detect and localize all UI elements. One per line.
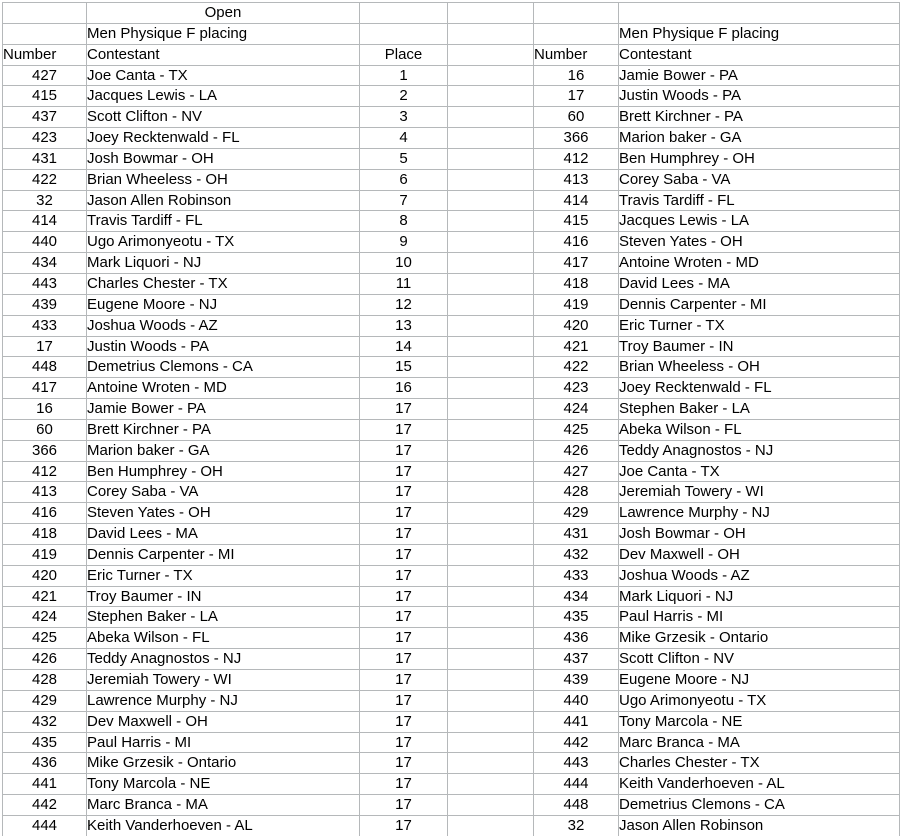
cell-right-number: 439: [534, 670, 619, 691]
table-row: [3, 607, 900, 628]
cell-left-place: 2: [360, 86, 448, 107]
cell-right-contestant: Antoine Wroten - MD: [619, 253, 900, 274]
cell-empty: [534, 3, 619, 24]
cell-right-contestant: Corey Saba - VA: [619, 169, 900, 190]
cell-right-contestant: Paul Harris - MI: [619, 607, 900, 628]
cell-left-contestant: Joey Recktenwald - FL: [87, 128, 360, 149]
cell-left-contestant: Abeka Wilson - FL: [87, 628, 360, 649]
cell-right-number: 16: [534, 65, 619, 86]
cell-left-contestant: Mark Liquori - NJ: [87, 253, 360, 274]
cell-left-place: 17: [360, 565, 448, 586]
table-row: [3, 815, 900, 836]
title-row: [3, 3, 900, 24]
cell-gap: [448, 357, 534, 378]
cell-gap: [448, 774, 534, 795]
cell-right-contestant: Ben Humphrey - OH: [619, 148, 900, 169]
table-row: [3, 86, 900, 107]
cell-right-number: 366: [534, 128, 619, 149]
cell-left-place: 17: [360, 503, 448, 524]
table-row: [3, 399, 900, 420]
cell-left-number: 426: [3, 649, 87, 670]
table-row: [3, 649, 900, 670]
table-row: [3, 586, 900, 607]
cell-left-contestant: Ugo Arimonyeotu - TX: [87, 232, 360, 253]
cell-right-number: 414: [534, 190, 619, 211]
cell-left-contestant: Stephen Baker - LA: [87, 607, 360, 628]
cell-right-number: 424: [534, 399, 619, 420]
cell-gap: [448, 586, 534, 607]
cell-left-place: 17: [360, 774, 448, 795]
cell-right-number: 448: [534, 795, 619, 816]
cell-left-number: 432: [3, 711, 87, 732]
cell-right-number: 436: [534, 628, 619, 649]
subtitle-row: [3, 23, 900, 44]
cell-left-contestant: Dev Maxwell - OH: [87, 711, 360, 732]
cell-left-number: 434: [3, 253, 87, 274]
cell-empty: [360, 23, 448, 44]
cell-right-number: 441: [534, 711, 619, 732]
cell-left-number: 433: [3, 315, 87, 336]
column-header-row: [3, 44, 900, 65]
right-table-subtitle: Men Physique F placing: [619, 23, 900, 44]
cell-left-contestant: Eugene Moore - NJ: [87, 294, 360, 315]
table-row: [3, 273, 900, 294]
cell-right-number: 419: [534, 294, 619, 315]
cell-left-contestant: Jamie Bower - PA: [87, 399, 360, 420]
cell-gap: [448, 461, 534, 482]
cell-right-contestant: Travis Tardiff - FL: [619, 190, 900, 211]
cell-left-contestant: Brian Wheeless - OH: [87, 169, 360, 190]
cell-gap: [448, 419, 534, 440]
table-row: [3, 107, 900, 128]
cell-right-contestant: Brian Wheeless - OH: [619, 357, 900, 378]
cell-left-contestant: Joe Canta - TX: [87, 65, 360, 86]
table-row: [3, 774, 900, 795]
table-row: [3, 253, 900, 274]
right-number-header: Number: [534, 44, 619, 65]
cell-right-number: 421: [534, 336, 619, 357]
table-row: [3, 65, 900, 86]
cell-left-contestant: Antoine Wroten - MD: [87, 378, 360, 399]
cell-right-contestant: Teddy Anagnostos - NJ: [619, 440, 900, 461]
cell-left-place: 17: [360, 690, 448, 711]
cell-left-number: 419: [3, 544, 87, 565]
table-row: [3, 169, 900, 190]
table-row: [3, 753, 900, 774]
cell-right-contestant: Abeka Wilson - FL: [619, 419, 900, 440]
cell-left-number: 425: [3, 628, 87, 649]
cell-right-number: 418: [534, 273, 619, 294]
cell-right-number: 433: [534, 565, 619, 586]
cell-right-number: 428: [534, 482, 619, 503]
cell-left-place: 17: [360, 628, 448, 649]
cell-right-number: 427: [534, 461, 619, 482]
cell-gap: [448, 128, 534, 149]
cell-right-contestant: Mark Liquori - NJ: [619, 586, 900, 607]
cell-left-place: 17: [360, 461, 448, 482]
cell-left-number: 412: [3, 461, 87, 482]
cell-right-contestant: Joe Canta - TX: [619, 461, 900, 482]
cell-right-number: 429: [534, 503, 619, 524]
cell-right-number: 17: [534, 86, 619, 107]
table-row: [3, 690, 900, 711]
cell-left-place: 10: [360, 253, 448, 274]
cell-gap: [448, 711, 534, 732]
cell-right-contestant: Justin Woods - PA: [619, 86, 900, 107]
cell-left-number: 436: [3, 753, 87, 774]
left-place-header: Place: [360, 44, 448, 65]
cell-left-place: 14: [360, 336, 448, 357]
cell-left-place: 4: [360, 128, 448, 149]
cell-left-number: 429: [3, 690, 87, 711]
left-table-subtitle: Men Physique F placing: [87, 23, 360, 44]
cell-left-number: 423: [3, 128, 87, 149]
cell-gap: [448, 336, 534, 357]
cell-left-contestant: Dennis Carpenter - MI: [87, 544, 360, 565]
cell-left-number: 17: [3, 336, 87, 357]
table-row: [3, 732, 900, 753]
cell-left-contestant: Teddy Anagnostos - NJ: [87, 649, 360, 670]
cell-left-number: 416: [3, 503, 87, 524]
cell-empty: [448, 44, 534, 65]
cell-right-contestant: Scott Clifton - NV: [619, 649, 900, 670]
cell-left-place: 11: [360, 273, 448, 294]
cell-left-contestant: Joshua Woods - AZ: [87, 315, 360, 336]
cell-left-number: 420: [3, 565, 87, 586]
cell-left-contestant: Charles Chester - TX: [87, 273, 360, 294]
cell-gap: [448, 65, 534, 86]
table-row: [3, 628, 900, 649]
cell-left-place: 13: [360, 315, 448, 336]
cell-right-contestant: Jacques Lewis - LA: [619, 211, 900, 232]
cell-left-place: 17: [360, 649, 448, 670]
cell-gap: [448, 253, 534, 274]
cell-right-number: 431: [534, 524, 619, 545]
cell-left-place: 12: [360, 294, 448, 315]
cell-right-contestant: Troy Baumer - IN: [619, 336, 900, 357]
cell-left-number: 422: [3, 169, 87, 190]
cell-left-place: 17: [360, 732, 448, 753]
cell-right-number: 426: [534, 440, 619, 461]
cell-left-contestant: David Lees - MA: [87, 524, 360, 545]
cell-gap: [448, 378, 534, 399]
cell-right-number: 437: [534, 649, 619, 670]
cell-left-number: 435: [3, 732, 87, 753]
table-row: [3, 294, 900, 315]
cell-gap: [448, 440, 534, 461]
cell-right-number: 416: [534, 232, 619, 253]
cell-left-contestant: Jason Allen Robinson: [87, 190, 360, 211]
cell-left-contestant: Marc Branca - MA: [87, 795, 360, 816]
cell-left-number: 415: [3, 86, 87, 107]
cell-left-contestant: Corey Saba - VA: [87, 482, 360, 503]
table-row: [3, 378, 900, 399]
cell-left-place: 8: [360, 211, 448, 232]
cell-right-contestant: Marion baker - GA: [619, 128, 900, 149]
cell-gap: [448, 649, 534, 670]
cell-left-contestant: Justin Woods - PA: [87, 336, 360, 357]
cell-right-number: 435: [534, 607, 619, 628]
cell-right-contestant: Josh Bowmar - OH: [619, 524, 900, 545]
cell-left-number: 417: [3, 378, 87, 399]
left-number-header: Number: [3, 44, 87, 65]
cell-empty: [448, 23, 534, 44]
cell-left-number: 418: [3, 524, 87, 545]
cell-left-number: 437: [3, 107, 87, 128]
cell-right-contestant: Dev Maxwell - OH: [619, 544, 900, 565]
cell-left-number: 414: [3, 211, 87, 232]
table-row: [3, 232, 900, 253]
table-row: [3, 128, 900, 149]
cell-right-contestant: David Lees - MA: [619, 273, 900, 294]
cell-right-contestant: Stephen Baker - LA: [619, 399, 900, 420]
cell-left-number: 424: [3, 607, 87, 628]
table-row: [3, 419, 900, 440]
cell-left-place: 1: [360, 65, 448, 86]
cell-left-number: 32: [3, 190, 87, 211]
cell-left-number: 443: [3, 273, 87, 294]
cell-left-contestant: Marion baker - GA: [87, 440, 360, 461]
cell-left-contestant: Tony Marcola - NE: [87, 774, 360, 795]
cell-left-number: 16: [3, 399, 87, 420]
cell-gap: [448, 544, 534, 565]
cell-right-number: 423: [534, 378, 619, 399]
cell-right-number: 60: [534, 107, 619, 128]
cell-empty: [3, 3, 87, 24]
table-row: [3, 190, 900, 211]
cell-left-place: 17: [360, 544, 448, 565]
cell-left-place: 7: [360, 190, 448, 211]
cell-left-place: 6: [360, 169, 448, 190]
cell-left-place: 15: [360, 357, 448, 378]
table-row: [3, 544, 900, 565]
cell-right-contestant: Eric Turner - TX: [619, 315, 900, 336]
cell-empty: [360, 3, 448, 24]
table-row: [3, 440, 900, 461]
cell-left-place: 17: [360, 711, 448, 732]
cell-gap: [448, 503, 534, 524]
cell-gap: [448, 232, 534, 253]
cell-left-place: 17: [360, 795, 448, 816]
cell-left-contestant: Brett Kirchner - PA: [87, 419, 360, 440]
table-row: [3, 482, 900, 503]
cell-gap: [448, 169, 534, 190]
cell-gap: [448, 107, 534, 128]
table-row: [3, 670, 900, 691]
cell-right-contestant: Marc Branca - MA: [619, 732, 900, 753]
cell-left-contestant: Keith Vanderhoeven - AL: [87, 815, 360, 836]
table-row: [3, 315, 900, 336]
table-row: [3, 211, 900, 232]
cell-right-number: 440: [534, 690, 619, 711]
cell-gap: [448, 211, 534, 232]
cell-left-contestant: Jacques Lewis - LA: [87, 86, 360, 107]
table-row: [3, 565, 900, 586]
cell-right-number: 432: [534, 544, 619, 565]
cell-right-number: 434: [534, 586, 619, 607]
cell-left-number: 448: [3, 357, 87, 378]
cell-left-contestant: Lawrence Murphy - NJ: [87, 690, 360, 711]
cell-left-place: 17: [360, 607, 448, 628]
cell-gap: [448, 628, 534, 649]
cell-right-contestant: Joshua Woods - AZ: [619, 565, 900, 586]
cell-left-contestant: Mike Grzesik - Ontario: [87, 753, 360, 774]
table-row: [3, 148, 900, 169]
cell-gap: [448, 273, 534, 294]
cell-right-contestant: Jason Allen Robinson: [619, 815, 900, 836]
cell-right-contestant: Eugene Moore - NJ: [619, 670, 900, 691]
cell-left-place: 17: [360, 586, 448, 607]
results-table: [2, 2, 900, 836]
cell-gap: [448, 482, 534, 503]
cell-empty: [448, 3, 534, 24]
cell-left-place: 5: [360, 148, 448, 169]
cell-empty: [534, 23, 619, 44]
cell-gap: [448, 732, 534, 753]
cell-gap: [448, 815, 534, 836]
cell-left-contestant: Josh Bowmar - OH: [87, 148, 360, 169]
table-row: [3, 711, 900, 732]
cell-left-contestant: Jeremiah Towery - WI: [87, 670, 360, 691]
table-row: [3, 524, 900, 545]
cell-right-contestant: Mike Grzesik - Ontario: [619, 628, 900, 649]
cell-gap: [448, 190, 534, 211]
cell-left-number: 442: [3, 795, 87, 816]
cell-left-place: 9: [360, 232, 448, 253]
cell-right-number: 415: [534, 211, 619, 232]
cell-left-place: 17: [360, 815, 448, 836]
table-row: [3, 336, 900, 357]
cell-left-place: 16: [360, 378, 448, 399]
cell-right-number: 420: [534, 315, 619, 336]
cell-right-contestant: Jamie Bower - PA: [619, 65, 900, 86]
cell-left-number: 439: [3, 294, 87, 315]
cell-right-number: 443: [534, 753, 619, 774]
cell-left-contestant: Eric Turner - TX: [87, 565, 360, 586]
cell-right-contestant: Keith Vanderhoeven - AL: [619, 774, 900, 795]
cell-left-contestant: Demetrius Clemons - CA: [87, 357, 360, 378]
cell-left-place: 17: [360, 399, 448, 420]
cell-left-number: 413: [3, 482, 87, 503]
cell-left-contestant: Troy Baumer - IN: [87, 586, 360, 607]
cell-gap: [448, 753, 534, 774]
cell-right-contestant: Steven Yates - OH: [619, 232, 900, 253]
cell-left-place: 17: [360, 419, 448, 440]
cell-left-number: 421: [3, 586, 87, 607]
cell-right-number: 422: [534, 357, 619, 378]
cell-right-contestant: Demetrius Clemons - CA: [619, 795, 900, 816]
cell-right-number: 413: [534, 169, 619, 190]
cell-gap: [448, 565, 534, 586]
cell-right-contestant: Charles Chester - TX: [619, 753, 900, 774]
cell-right-contestant: Joey Recktenwald - FL: [619, 378, 900, 399]
cell-left-contestant: Travis Tardiff - FL: [87, 211, 360, 232]
cell-right-number: 32: [534, 815, 619, 836]
cell-left-number: 427: [3, 65, 87, 86]
cell-gap: [448, 690, 534, 711]
cell-right-contestant: Jeremiah Towery - WI: [619, 482, 900, 503]
cell-left-contestant: Scott Clifton - NV: [87, 107, 360, 128]
right-contestant-header: Contestant: [619, 44, 900, 65]
cell-right-contestant: Brett Kirchner - PA: [619, 107, 900, 128]
cell-right-number: 425: [534, 419, 619, 440]
cell-gap: [448, 670, 534, 691]
cell-left-place: 17: [360, 753, 448, 774]
cell-right-number: 444: [534, 774, 619, 795]
table-row: [3, 357, 900, 378]
cell-gap: [448, 148, 534, 169]
cell-left-place: 17: [360, 670, 448, 691]
cell-gap: [448, 315, 534, 336]
cell-left-contestant: Steven Yates - OH: [87, 503, 360, 524]
cell-gap: [448, 795, 534, 816]
cell-right-contestant: Lawrence Murphy - NJ: [619, 503, 900, 524]
cell-left-number: 60: [3, 419, 87, 440]
cell-gap: [448, 86, 534, 107]
cell-left-contestant: Paul Harris - MI: [87, 732, 360, 753]
left-table-title: Open: [87, 3, 360, 24]
cell-left-contestant: Ben Humphrey - OH: [87, 461, 360, 482]
cell-right-number: 442: [534, 732, 619, 753]
cell-gap: [448, 294, 534, 315]
cell-left-number: 440: [3, 232, 87, 253]
cell-left-place: 17: [360, 440, 448, 461]
cell-gap: [448, 607, 534, 628]
cell-empty: [3, 23, 87, 44]
cell-gap: [448, 524, 534, 545]
cell-left-number: 431: [3, 148, 87, 169]
cell-left-number: 444: [3, 815, 87, 836]
cell-empty: [619, 3, 900, 24]
cell-left-place: 17: [360, 482, 448, 503]
table-row: [3, 503, 900, 524]
cell-right-contestant: Dennis Carpenter - MI: [619, 294, 900, 315]
cell-right-contestant: Ugo Arimonyeotu - TX: [619, 690, 900, 711]
cell-right-number: 417: [534, 253, 619, 274]
cell-left-number: 366: [3, 440, 87, 461]
cell-right-number: 412: [534, 148, 619, 169]
cell-left-place: 17: [360, 524, 448, 545]
cell-left-number: 441: [3, 774, 87, 795]
cell-right-contestant: Tony Marcola - NE: [619, 711, 900, 732]
cell-gap: [448, 399, 534, 420]
left-contestant-header: Contestant: [87, 44, 360, 65]
cell-left-place: 3: [360, 107, 448, 128]
cell-left-number: 428: [3, 670, 87, 691]
table-row: [3, 795, 900, 816]
table-row: [3, 461, 900, 482]
